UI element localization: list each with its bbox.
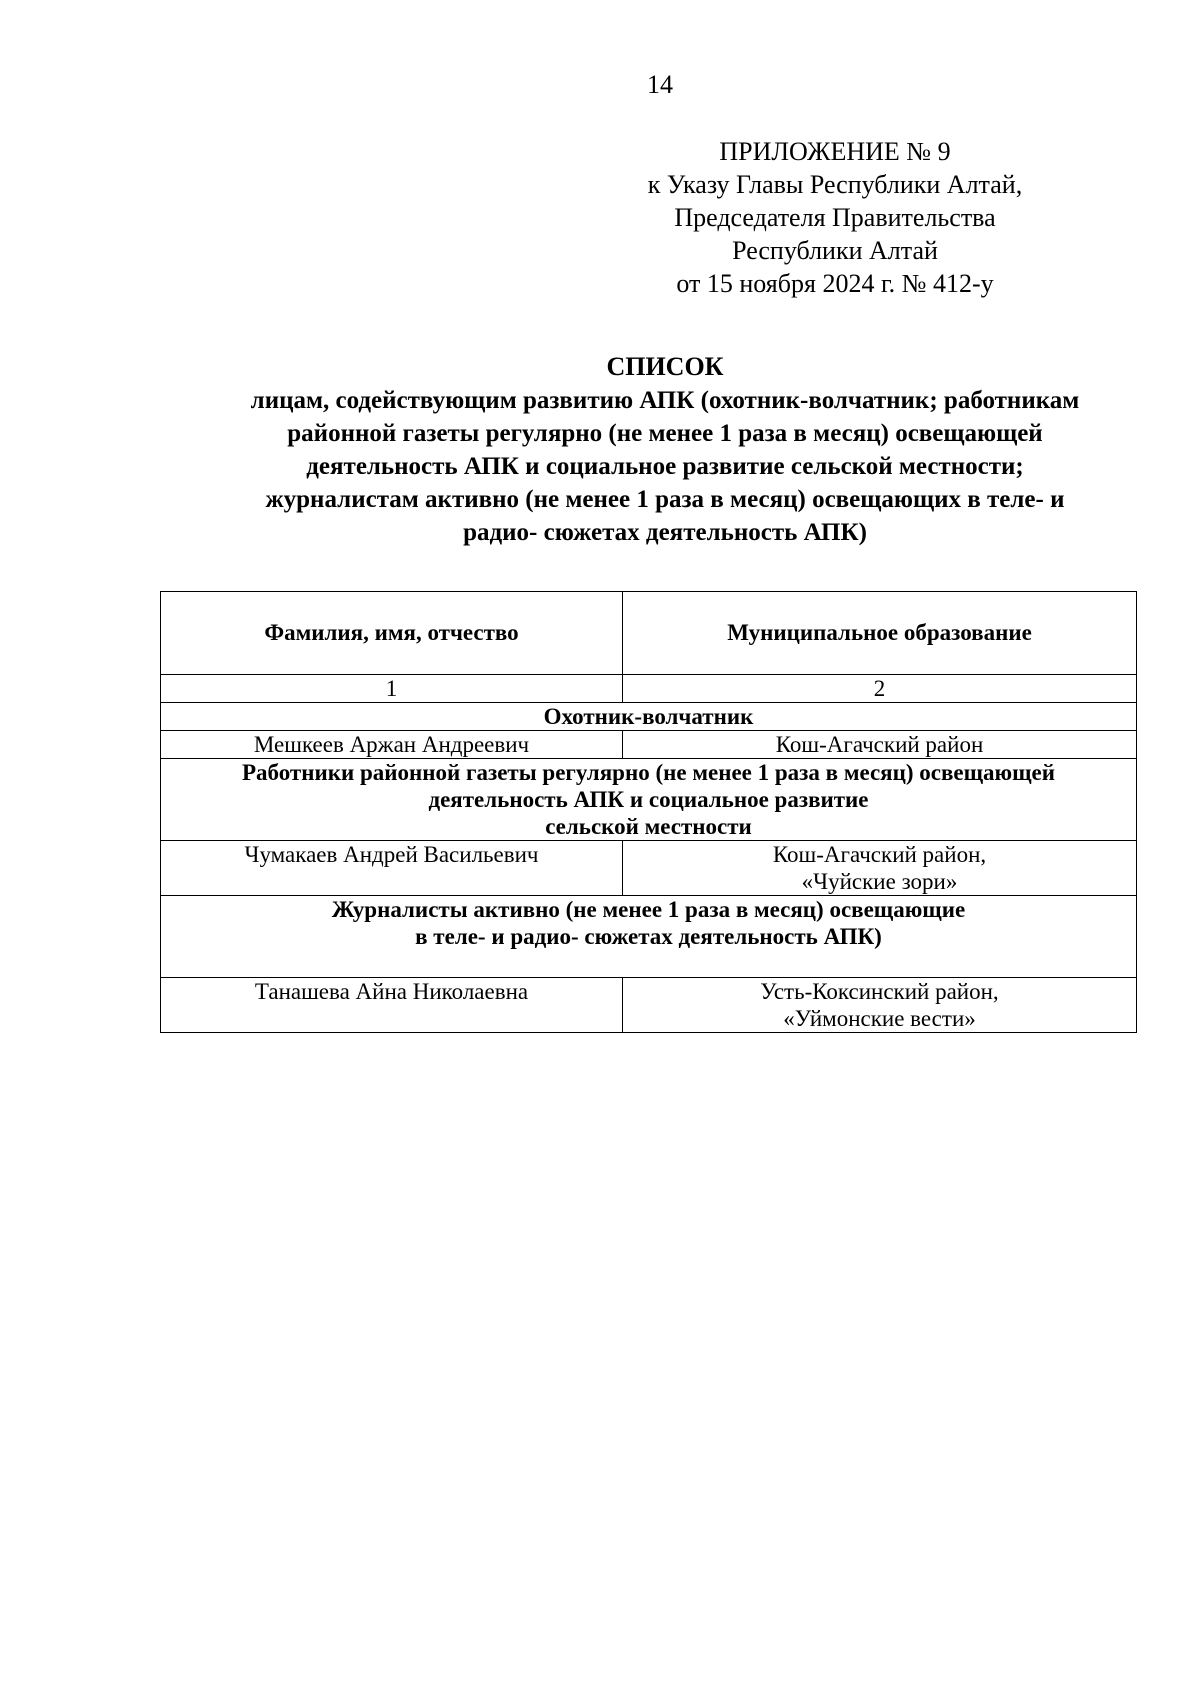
- document-subtitle: [160, 384, 1170, 549]
- person-name: Чумакаев Андрей Васильевич: [161, 841, 623, 896]
- appendix-line: Республики Алтай: [732, 236, 938, 265]
- table-row: [161, 841, 1137, 896]
- appendix-line: Председателя Правительства: [674, 203, 996, 232]
- page-number: 14: [647, 70, 673, 99]
- section-title-line: Журналисты активно (не менее 1 раза в месяц) освещающие: [331, 897, 966, 922]
- header-municipality: Муниципальное образование: [623, 592, 1137, 675]
- subtitle-line: деятельность АПК и социальное развитие сельской местности;: [306, 453, 1024, 480]
- section-title-line: в теле- и радио- сюжетах деятельность АПК): [415, 924, 882, 949]
- section-title-line: деятельность АПК и социальное развитие: [428, 787, 869, 812]
- column-number: 2: [623, 675, 1137, 703]
- header-full-name: Фамилия, имя, отчество: [161, 592, 623, 675]
- document-title-block: [160, 350, 1170, 549]
- municipality-line: «Уймонские вести»: [783, 1006, 976, 1031]
- subtitle-line: районной газеты регулярно (не менее 1 раза в месяц) освещающей: [287, 420, 1043, 447]
- section-title: [161, 896, 1137, 978]
- appendix-line: к Указу Главы Республики Алтай,: [647, 170, 1023, 199]
- subtitle-line: лицам, содействующим развитию АПК (охотник-волчатник; работникам: [250, 387, 1080, 414]
- appendix-line: ПРИЛОЖЕНИЕ № 9: [719, 137, 951, 166]
- municipality-line: Усть-Коксинский район,: [760, 979, 999, 1004]
- subtitle-line: радио- сюжетах деятельность АПК): [463, 519, 867, 546]
- municipality: [623, 731, 1137, 759]
- section-title-line: сельской местности: [545, 814, 752, 839]
- municipality-line: Кош-Агачский район,: [772, 842, 987, 867]
- appendix-line: от 15 ноября 2024 г. № 412-у: [676, 269, 994, 298]
- table-header-row: [161, 592, 1137, 675]
- municipality-line: «Чуйские зори»: [801, 869, 958, 894]
- municipality-line: Кош-Агачский район: [775, 732, 984, 757]
- section-title: [161, 759, 1137, 841]
- section-row: [161, 896, 1137, 978]
- table-row: [161, 731, 1137, 759]
- document-title: СПИСОК: [606, 352, 724, 381]
- persons-table: [160, 591, 1137, 1033]
- subtitle-line: журналистам активно (не менее 1 раза в месяц) освещающих в теле- и: [265, 486, 1065, 513]
- section-row: [161, 703, 1137, 731]
- section-title: [161, 703, 1137, 731]
- person-name: Мешкеев Аржан Андреевич: [161, 731, 623, 759]
- section-row: [161, 759, 1137, 841]
- table-row: [161, 978, 1137, 1033]
- section-title-line: Охотник-волчатник: [543, 704, 754, 729]
- municipality: [623, 978, 1137, 1033]
- column-number-row: [161, 675, 1137, 703]
- municipality: [623, 841, 1137, 896]
- section-title-line: Работники районной газеты регулярно (не менее 1 раза в месяц) освещающей: [241, 760, 1055, 785]
- column-number: 1: [161, 675, 623, 703]
- person-name: Танашева Айна Николаевна: [161, 978, 623, 1033]
- appendix-header: [600, 135, 1070, 300]
